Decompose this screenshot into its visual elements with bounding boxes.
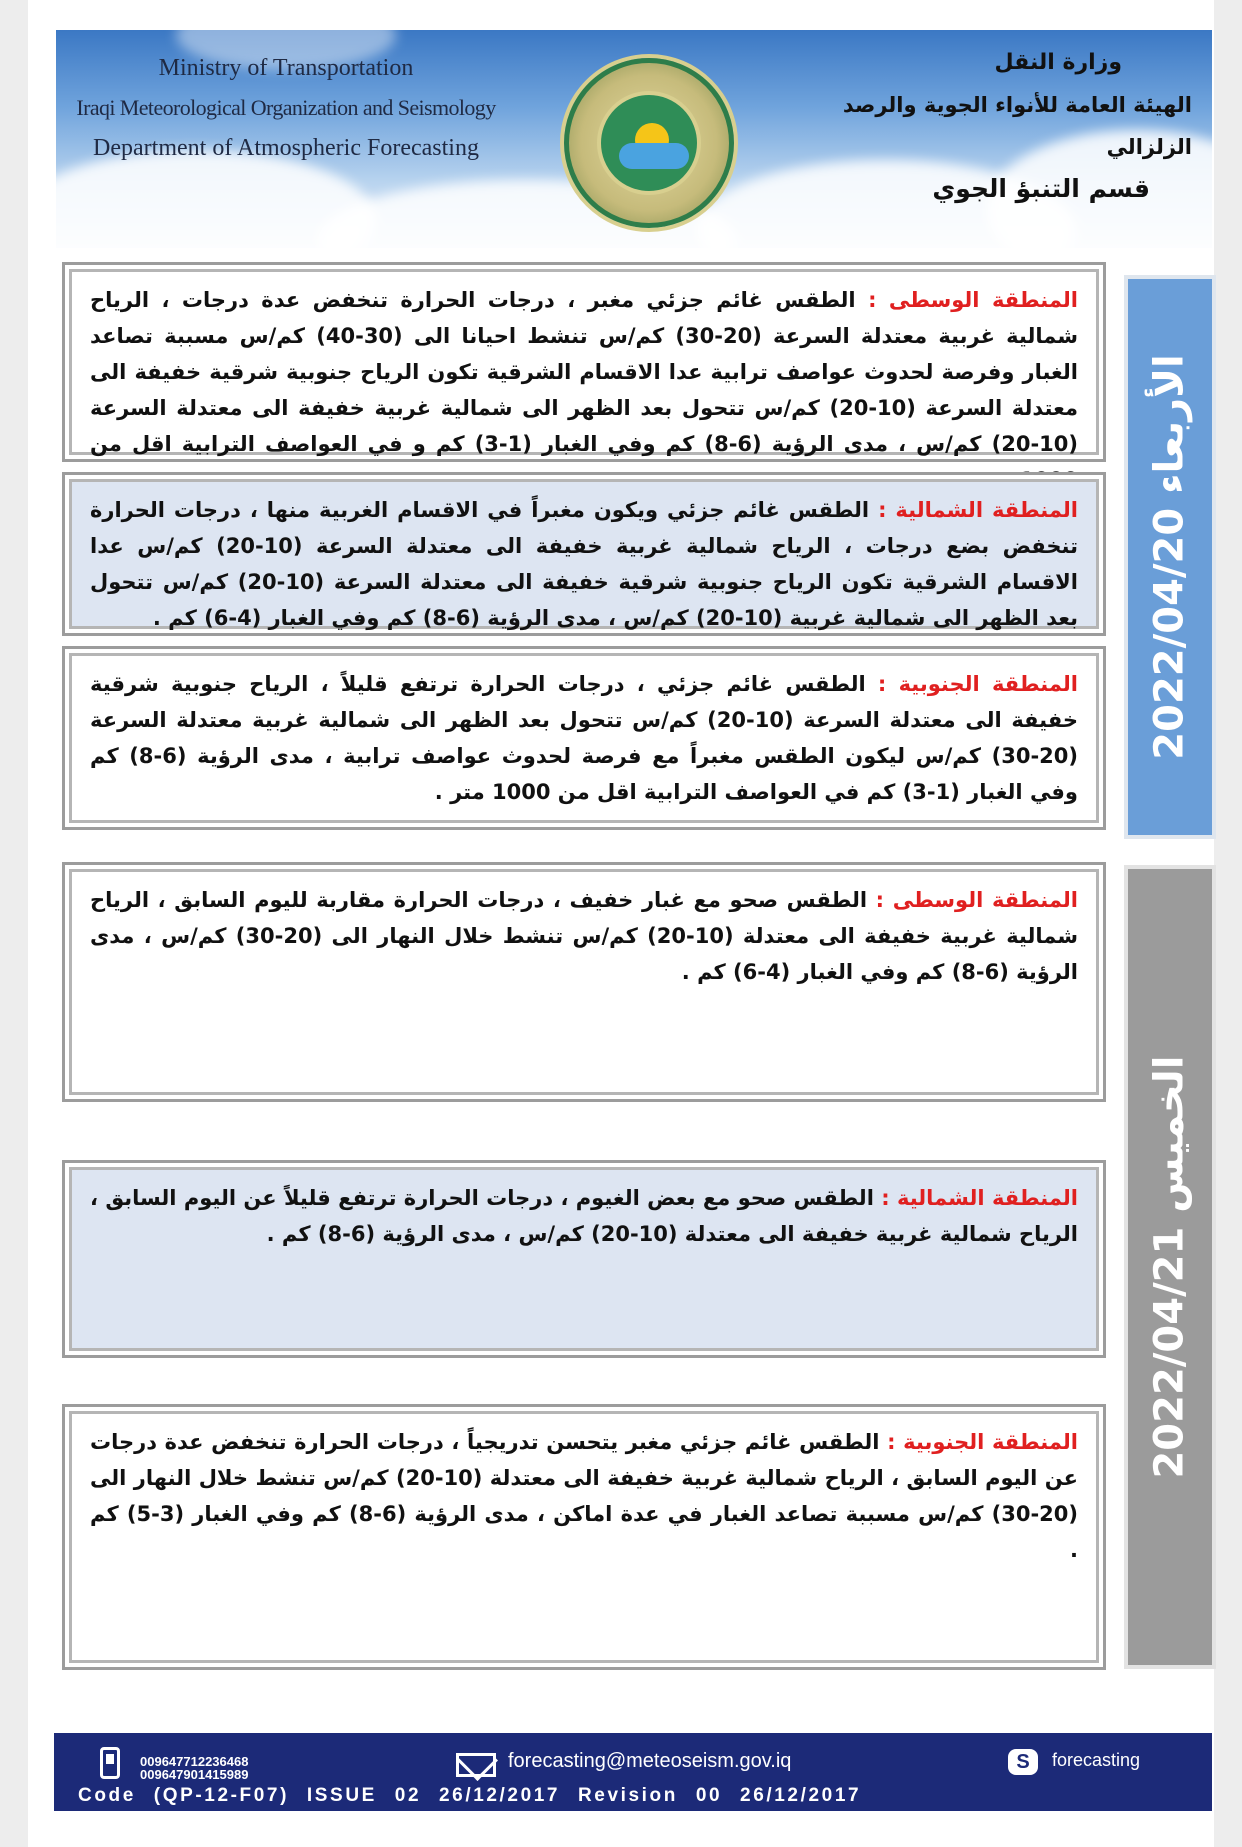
forecast-body: الطقس غائم جزئي ، درجات الحرارة ترتفع قليلاً ، الرياح جنوبية شرقية خفيفة الى معتدلة السرعة (10-20) كم/س تتحول بعد الظهر الى شمالية غربية معتدلة السرعة (20-30) كم/س ليكون الطقس مغبراً مع فرصة لحدوث عواصف ترابية ، مدى الرؤية (6-8) كم وفي الغبار (1-3) كم في العواصف الترابية اقل من 1000 متر . — [90, 672, 1078, 804]
forecast-text: المنطقة الجنوبية : الطقس غائم جزئي مغبر يتحسن تدريجياً ، درجات الحرارة تنخفض عدة درجات عن اليوم السابق ، الرياح شمالية غربية خفيفة الى معتدلة (10-20) كم/س تنشط خلال النهار الى (20-30) كم/س مسببة تصاعد الغبار في عدة اماكن ، مدى الرؤية (6-8) كم وفي الغبار (3-5) كم . — [69, 1411, 1099, 1663]
forecast-box-day1-south — [62, 646, 1106, 830]
forecast-text: المنطقة الوسطى : الطقس غائم جزئي مغبر ، درجات الحرارة تنخفض عدة درجات ، الرياح شمالية غربية معتدلة السرعة (20-30) كم/س تنشط احيانا الى (30-40) كم/س مسببة تصاعد الغبار وفرصة لحدوث عواصف ترابية عدا الاقسام الشرقية تكون الرياح جنوبية شرقية خفيفة الى معتدلة السرعة (10-20) كم/س تتحول بعد الظهر الى شمالية غربية خفيفة الى معتدلة السرعة (10-20) كم/س ، مدى الرؤية (6-8) كم وفي الغبار (1-3) كم و في العواصف الترابية اقل من — [69, 269, 1099, 455]
cloud-icon — [619, 143, 689, 169]
region-name: المنطقة الجنوبية — [903, 1430, 1078, 1454]
logo-emblem — [597, 91, 701, 195]
forecast-body: الطقس غائم جزئي ويكون مغبراً في الاقسام الغربية منها ، درجات الحرارة تنخفض بضع درجات ، الرياح شمالية غربية خفيفة الى معتدلة السرعة (10-20) كم/س عدا الاقسام الشرقية تكون الرياح جنوبية شرقية خفيفة الى معتدلة السرعة (10-20) كم/س تتحول بعد الظهر الى شمالية غربية (10-20) كم/س ، مدى الرؤية (6-8) كم وفي الغبار (4-6) كم . — [90, 498, 1079, 630]
forecast-body: الطقس غائم جزئي مغبر يتحسن تدريجياً ، درجات الحرارة تنخفض عدة درجات عن اليوم السابق ، الرياح شمالية غربية خفيفة الى معتدلة (10-20) كم/س تنشط خلال النهار الى (20-30) كم/س مسببة تصاعد الغبار في عدة اماكن ، مدى الرؤية (6-8) كم وفي الغبار (3-5) كم . — [90, 1430, 1079, 1562]
forecast-box-day2-north — [62, 1160, 1106, 1358]
forecast-box-day2-south — [62, 1404, 1106, 1670]
forecast-text: المنطقة الشمالية : الطقس صحو مع بعض الغيوم ، درجات الحرارة ترتفع قليلاً عن اليوم السابق ، الرياح شمالية غربية خفيفة الى معتدلة (10-20) كم/س ، مدى الرؤية (6-8) كم . — [69, 1167, 1099, 1351]
forecast-body: الطقس غائم جزئي مغبر ، درجات الحرارة تنخفض عدة درجات ، الرياح شمالية غربية معتدلة السرعة (20-30) كم/س تنشط احيانا الى (30-40) كم/س مسببة تصاعد الغبار وفرصة لحدوث عواصف ترابية عدا الاقسام الشرقية تكون الرياح جنوبية شرقية خفيفة الى معتدلة السرعة (10-20) كم/س تتحول بعد الظهر الى شمالية غربية خفيفة الى معتدلة السرعة (10-20) كم/س ، مدى الرؤية (6-8) كم وفي الغبار (1-3) كم و في العواصف الترابية اقل من — [90, 288, 1078, 456]
day2-date-bar — [1124, 865, 1216, 1669]
forecast-box-day1-central — [62, 262, 1106, 462]
phone-number-2: 009647901415989 — [140, 1767, 249, 1782]
forecast-body: الطقس صحو مع غبار خفيف ، درجات الحرارة مقاربة لليوم السابق ، الرياح شمالية غربية خفيفة الى معتدلة (10-20) كم/س تنشط خلال النهار الى (20-30) كم/س ، مدى الرؤية (6-8) كم وفي الغبار (4-6) كم . — [90, 888, 1079, 984]
organization-name-ar: الهيئة العامة للأنواء الجوية والرصد الزلزالي — [842, 93, 1192, 159]
day1-date-bar — [1124, 275, 1216, 839]
region-name: المنطقة الوسطى — [888, 288, 1078, 312]
header-banner — [56, 30, 1212, 248]
day1-date-label: الأربعاء 2022/04/20 — [1147, 354, 1194, 760]
phone-icon — [100, 1747, 120, 1779]
header-arabic — [832, 42, 1192, 210]
department-name-ar: قسم التنبؤ الجوي — [932, 174, 1150, 203]
header-english — [76, 48, 496, 168]
forecast-text: المنطقة الشمالية : الطقس غائم جزئي ويكون مغبراً في الاقسام الغربية منها ، درجات الحرارة تنخفض بضع درجات ، الرياح شمالية غربية خفيفة الى معتدلة السرعة (10-20) كم/س عدا الاقسام الشرقية تكون الرياح جنوبية شرقية خفيفة الى معتدلة السرعة (10-20) كم/س تتحول بعد الظهر الى شمالية غربية (10-20) كم/س ، مدى الرؤية (6-8) كم وفي الغبار (4-6) كم . — [69, 479, 1099, 629]
region-name: المنطقة الشمالية — [895, 498, 1078, 522]
forecast-box-day2-central — [62, 862, 1106, 1102]
department-name-en: Department of Atmospheric Forecasting — [93, 135, 479, 161]
skype-handle[interactable]: forecasting — [1052, 1750, 1141, 1770]
email-link[interactable]: forecasting@meteoseism.gov.iq — [508, 1750, 792, 1772]
organization-logo — [564, 58, 734, 228]
document-code: Code (QP-12-F07) ISSUE 02 26/12/2017 Revision 00 26/12/2017 — [78, 1785, 862, 1806]
skype-icon: S — [1008, 1749, 1038, 1775]
region-name: المنطقة الوسطى — [892, 888, 1078, 912]
phone-number-1: 009647712236468 — [140, 1754, 249, 1769]
phone-numbers — [140, 1755, 248, 1781]
footer-bar — [54, 1733, 1212, 1811]
forecast-box-day1-north — [62, 472, 1106, 636]
day2-date-label: الخميس 2022/04/21 — [1147, 1055, 1194, 1479]
forecast-text: المنطقة الجنوبية : الطقس غائم جزئي ، درجات الحرارة ترتفع قليلاً ، الرياح جنوبية شرقية خفيفة الى معتدلة السرعة (10-20) كم/س تتحول بعد الظهر الى شمالية غربية معتدلة السرعة (20-30) كم/س ليكون الطقس مغبراً مع فرصة لحدوث عواصف ترابية ، مدى الرؤية (6-8) كم وفي الغبار (1-3) كم في العواصف الترابية اقل من 1000 متر . — [69, 653, 1099, 823]
ministry-name-ar: وزارة النقل — [994, 50, 1122, 75]
ministry-name-en: Ministry of Transportation — [158, 55, 414, 81]
forecast-body: الطقس صحو مع بعض الغيوم ، درجات الحرارة ترتفع قليلاً عن اليوم السابق ، الرياح شمالية غربية خفيفة الى معتدلة (10-20) كم/س ، مدى الرؤية (6-8) كم . — [90, 1186, 1078, 1246]
region-name: المنطقة الشمالية — [896, 1186, 1078, 1210]
organization-name-en: Iraqi Meteorological Organization and Seismology — [76, 95, 496, 120]
region-name: المنطقة الجنوبية — [898, 672, 1078, 696]
forecast-text: المنطقة الوسطى : الطقس صحو مع غبار خفيف ، درجات الحرارة مقاربة لليوم السابق ، الرياح شمالية غربية خفيفة الى معتدلة (10-20) كم/س تنشط خلال النهار الى (20-30) كم/س ، مدى الرؤية (6-8) كم وفي الغبار (4-6) كم . — [69, 869, 1099, 1095]
mail-icon — [456, 1753, 496, 1777]
